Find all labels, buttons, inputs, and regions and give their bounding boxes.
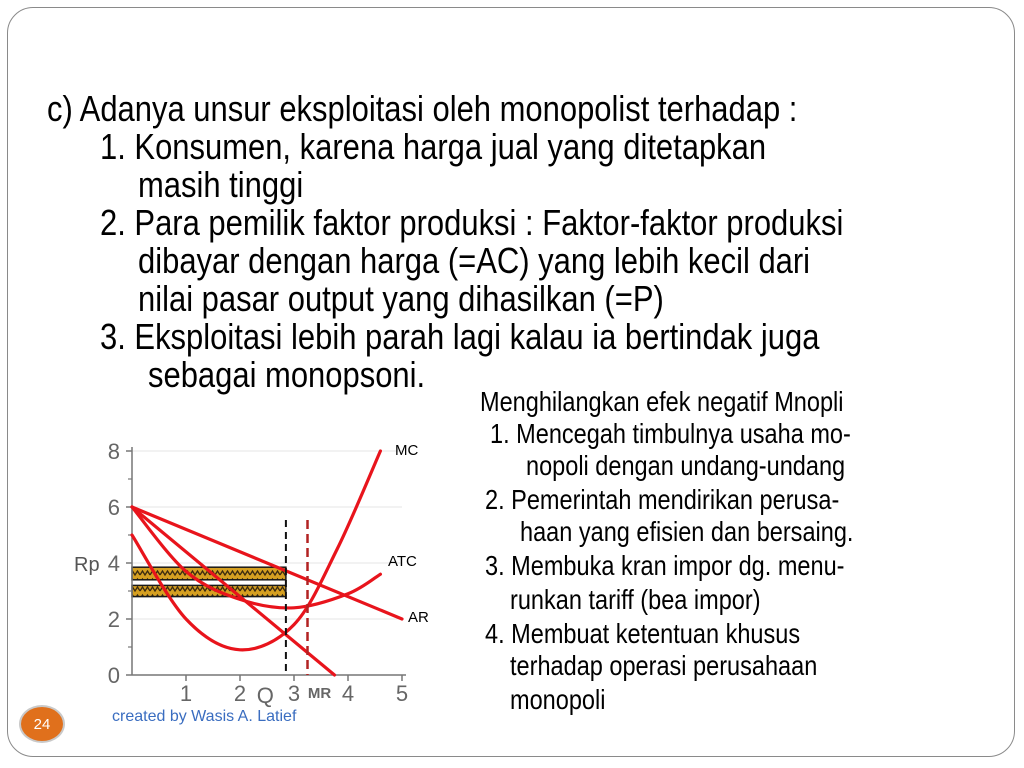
- point-2-line-1: 2. Para pemilik faktor produksi : Faktor-faktor produksi: [100, 202, 844, 243]
- point-1-line-1: 1. Konsumen, karena harga jual yang ditetapkan: [100, 126, 767, 167]
- q-annotation: Q: [256, 683, 274, 708]
- monopoly-cost-chart: [70, 425, 470, 710]
- remedy-line: monopoli: [510, 684, 606, 715]
- remedy-line: nopoli dengan undang-undang: [526, 450, 846, 481]
- point-3-line-2: sebagai monopsoni.: [148, 354, 426, 395]
- remedy-line: haan yang efisien dan bersaing.: [520, 516, 854, 547]
- x-tick-label: 5: [395, 681, 409, 706]
- remedy-line: 3. Membuka kran impor dg. menu-: [485, 550, 845, 581]
- remedy-line: 4. Membuat ketentuan khusus: [485, 618, 801, 649]
- series-label-mc: MC: [395, 442, 419, 459]
- x-tick-label: 2: [233, 681, 247, 706]
- point-3-line-1: 3. Eksploitasi lebih parah lagi kalau ia bertindak juga: [100, 316, 820, 357]
- slide-heading: c) Adanya unsur eksploitasi oleh monopolist terhadap :: [47, 88, 798, 129]
- remedy-title: Menghilangkan efek negatif Mnopli: [480, 386, 844, 417]
- y-tick-label: 0: [107, 663, 120, 688]
- point-2-line-3: nilai pasar output yang dihasilkan (=P): [138, 278, 664, 319]
- slide-number-badge: [19, 705, 65, 743]
- y-tick-label: 2: [107, 607, 120, 632]
- remedy-line: 1. Mencegah timbulnya usaha mo-: [490, 418, 851, 449]
- x-tick-label: 3: [287, 681, 301, 706]
- remedy-line: 2. Pemerintah mendirikan perusa-: [485, 484, 840, 515]
- curve-mc: [132, 451, 380, 650]
- series-label-ar: AR: [408, 609, 429, 626]
- x-tick-label: 4: [341, 681, 355, 706]
- y-tick-label: 4: [107, 551, 120, 576]
- point-1-line-2: masih tinggi: [138, 164, 304, 205]
- point-2-line-2: dibayar dengan harga (=AC) yang lebih kecil dari: [138, 240, 811, 281]
- y-tick-label: 8: [107, 439, 120, 464]
- remedy-line: runkan tariff (bea impor): [510, 584, 761, 615]
- remedy-line: terhadap operasi perusahaan: [510, 650, 818, 681]
- y-axis-label: Rp: [74, 554, 100, 576]
- credit-text: created by Wasis A. Latief: [112, 708, 297, 725]
- slide-number: 24: [33, 715, 51, 733]
- y-tick-label: 6: [107, 495, 120, 520]
- mr-annotation: MR: [307, 685, 332, 702]
- x-tick-label: 1: [179, 681, 193, 706]
- series-label-atc: ATC: [388, 553, 417, 570]
